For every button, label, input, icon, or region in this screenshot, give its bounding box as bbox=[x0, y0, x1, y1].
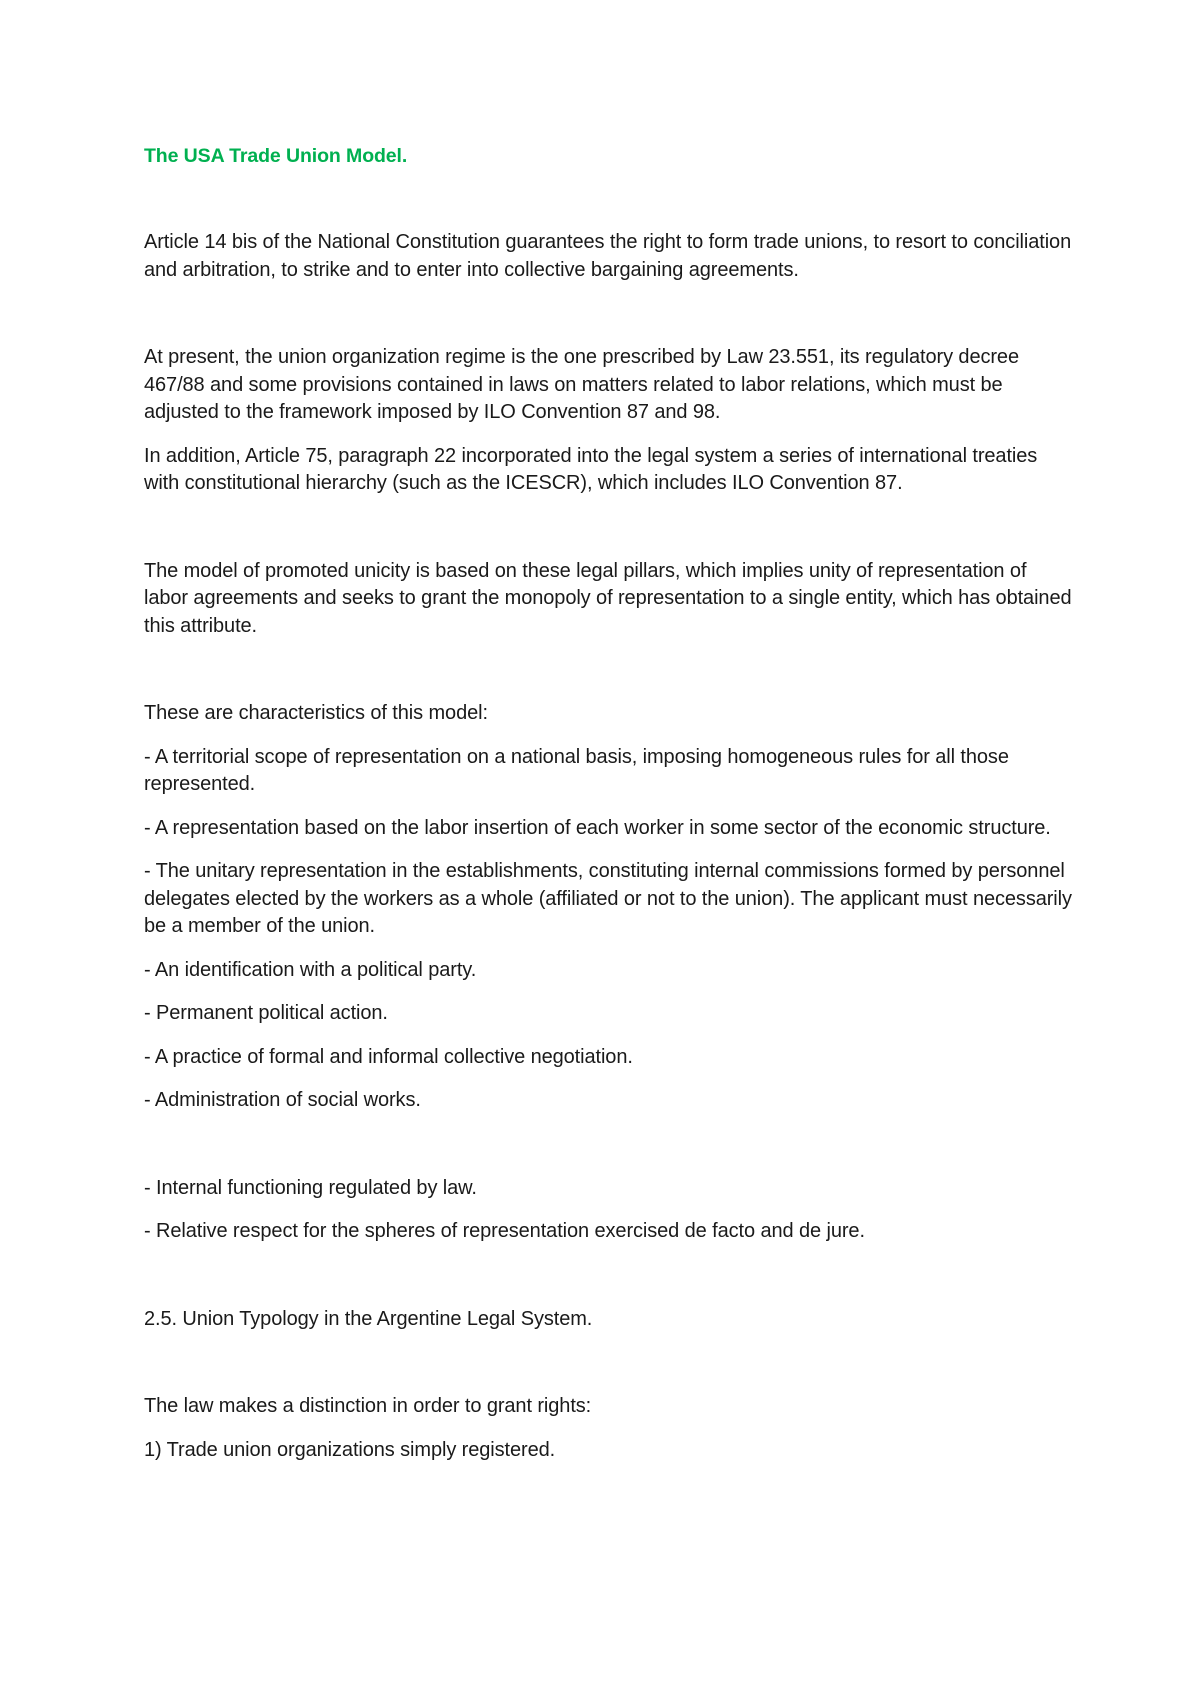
list-item: 1) Trade union organizations simply registered. bbox=[144, 1438, 556, 1461]
document-body bbox=[144, 143, 1074, 1464]
list-item: - Administration of social works. bbox=[144, 1089, 421, 1111]
document-title: The USA Trade Union Model. bbox=[144, 145, 408, 167]
paragraph-law-distinction: The law makes a distinction in order to grant rights: bbox=[144, 1395, 592, 1417]
list-item: - Relative respect for the spheres of representation exercised de facto and de jure. bbox=[144, 1220, 865, 1242]
characteristics-intro: These are characteristics of this model: bbox=[144, 702, 488, 724]
list-item: - A representation based on the labor insertion of each worker in some sector of the economic structure. bbox=[144, 816, 1051, 839]
section-heading: 2.5. Union Typology in the Argentine Legal System. bbox=[144, 1307, 593, 1330]
list-item: - The unitary representation in the establishments, constituting internal commissions formed by personnel delegates elected by the workers as a whole (affiliated or not to the union). The applicant must necessarily be a member of the union. bbox=[144, 860, 1072, 937]
list-item: - An identification with a political party. bbox=[144, 958, 477, 981]
paragraph-promoted-unicity: The model of promoted unicity is based on these legal pillars, which implies unity of representation of labor agreements and seeks to grant the monopoly of representation to a single entity, which has obtained this attribute. bbox=[144, 559, 1072, 637]
paragraph-article-75: In addition, Article 75, paragraph 22 incorporated into the legal system a series of international treaties with constitutional hierarchy (such as the ICESCR), which includes ILO Convention 87. bbox=[144, 444, 1038, 494]
list-item: - Internal functioning regulated by law. bbox=[144, 1176, 477, 1199]
paragraph-article-14-bis: Article 14 bis of the National Constitution guarantees the right to form trade unions, to resort to conciliation and arbitration, to strike and to enter into collective bargaining agreements. bbox=[144, 231, 1072, 281]
list-item: - Permanent political action. bbox=[144, 1002, 388, 1024]
list-item: - A practice of formal and informal collective negotiation. bbox=[144, 1045, 633, 1068]
paragraph-union-regime: At present, the union organization regime is the one prescribed by Law 23.551, its regulatory decree 467/88 and some provisions contained in laws on matters related to labor relations, which must be adjusted to the framework imposed by ILO Convention 87 and 98. bbox=[144, 346, 1019, 423]
list-item: - A territorial scope of representation on a national basis, imposing homogeneous rules for all those represented. bbox=[144, 745, 1009, 795]
